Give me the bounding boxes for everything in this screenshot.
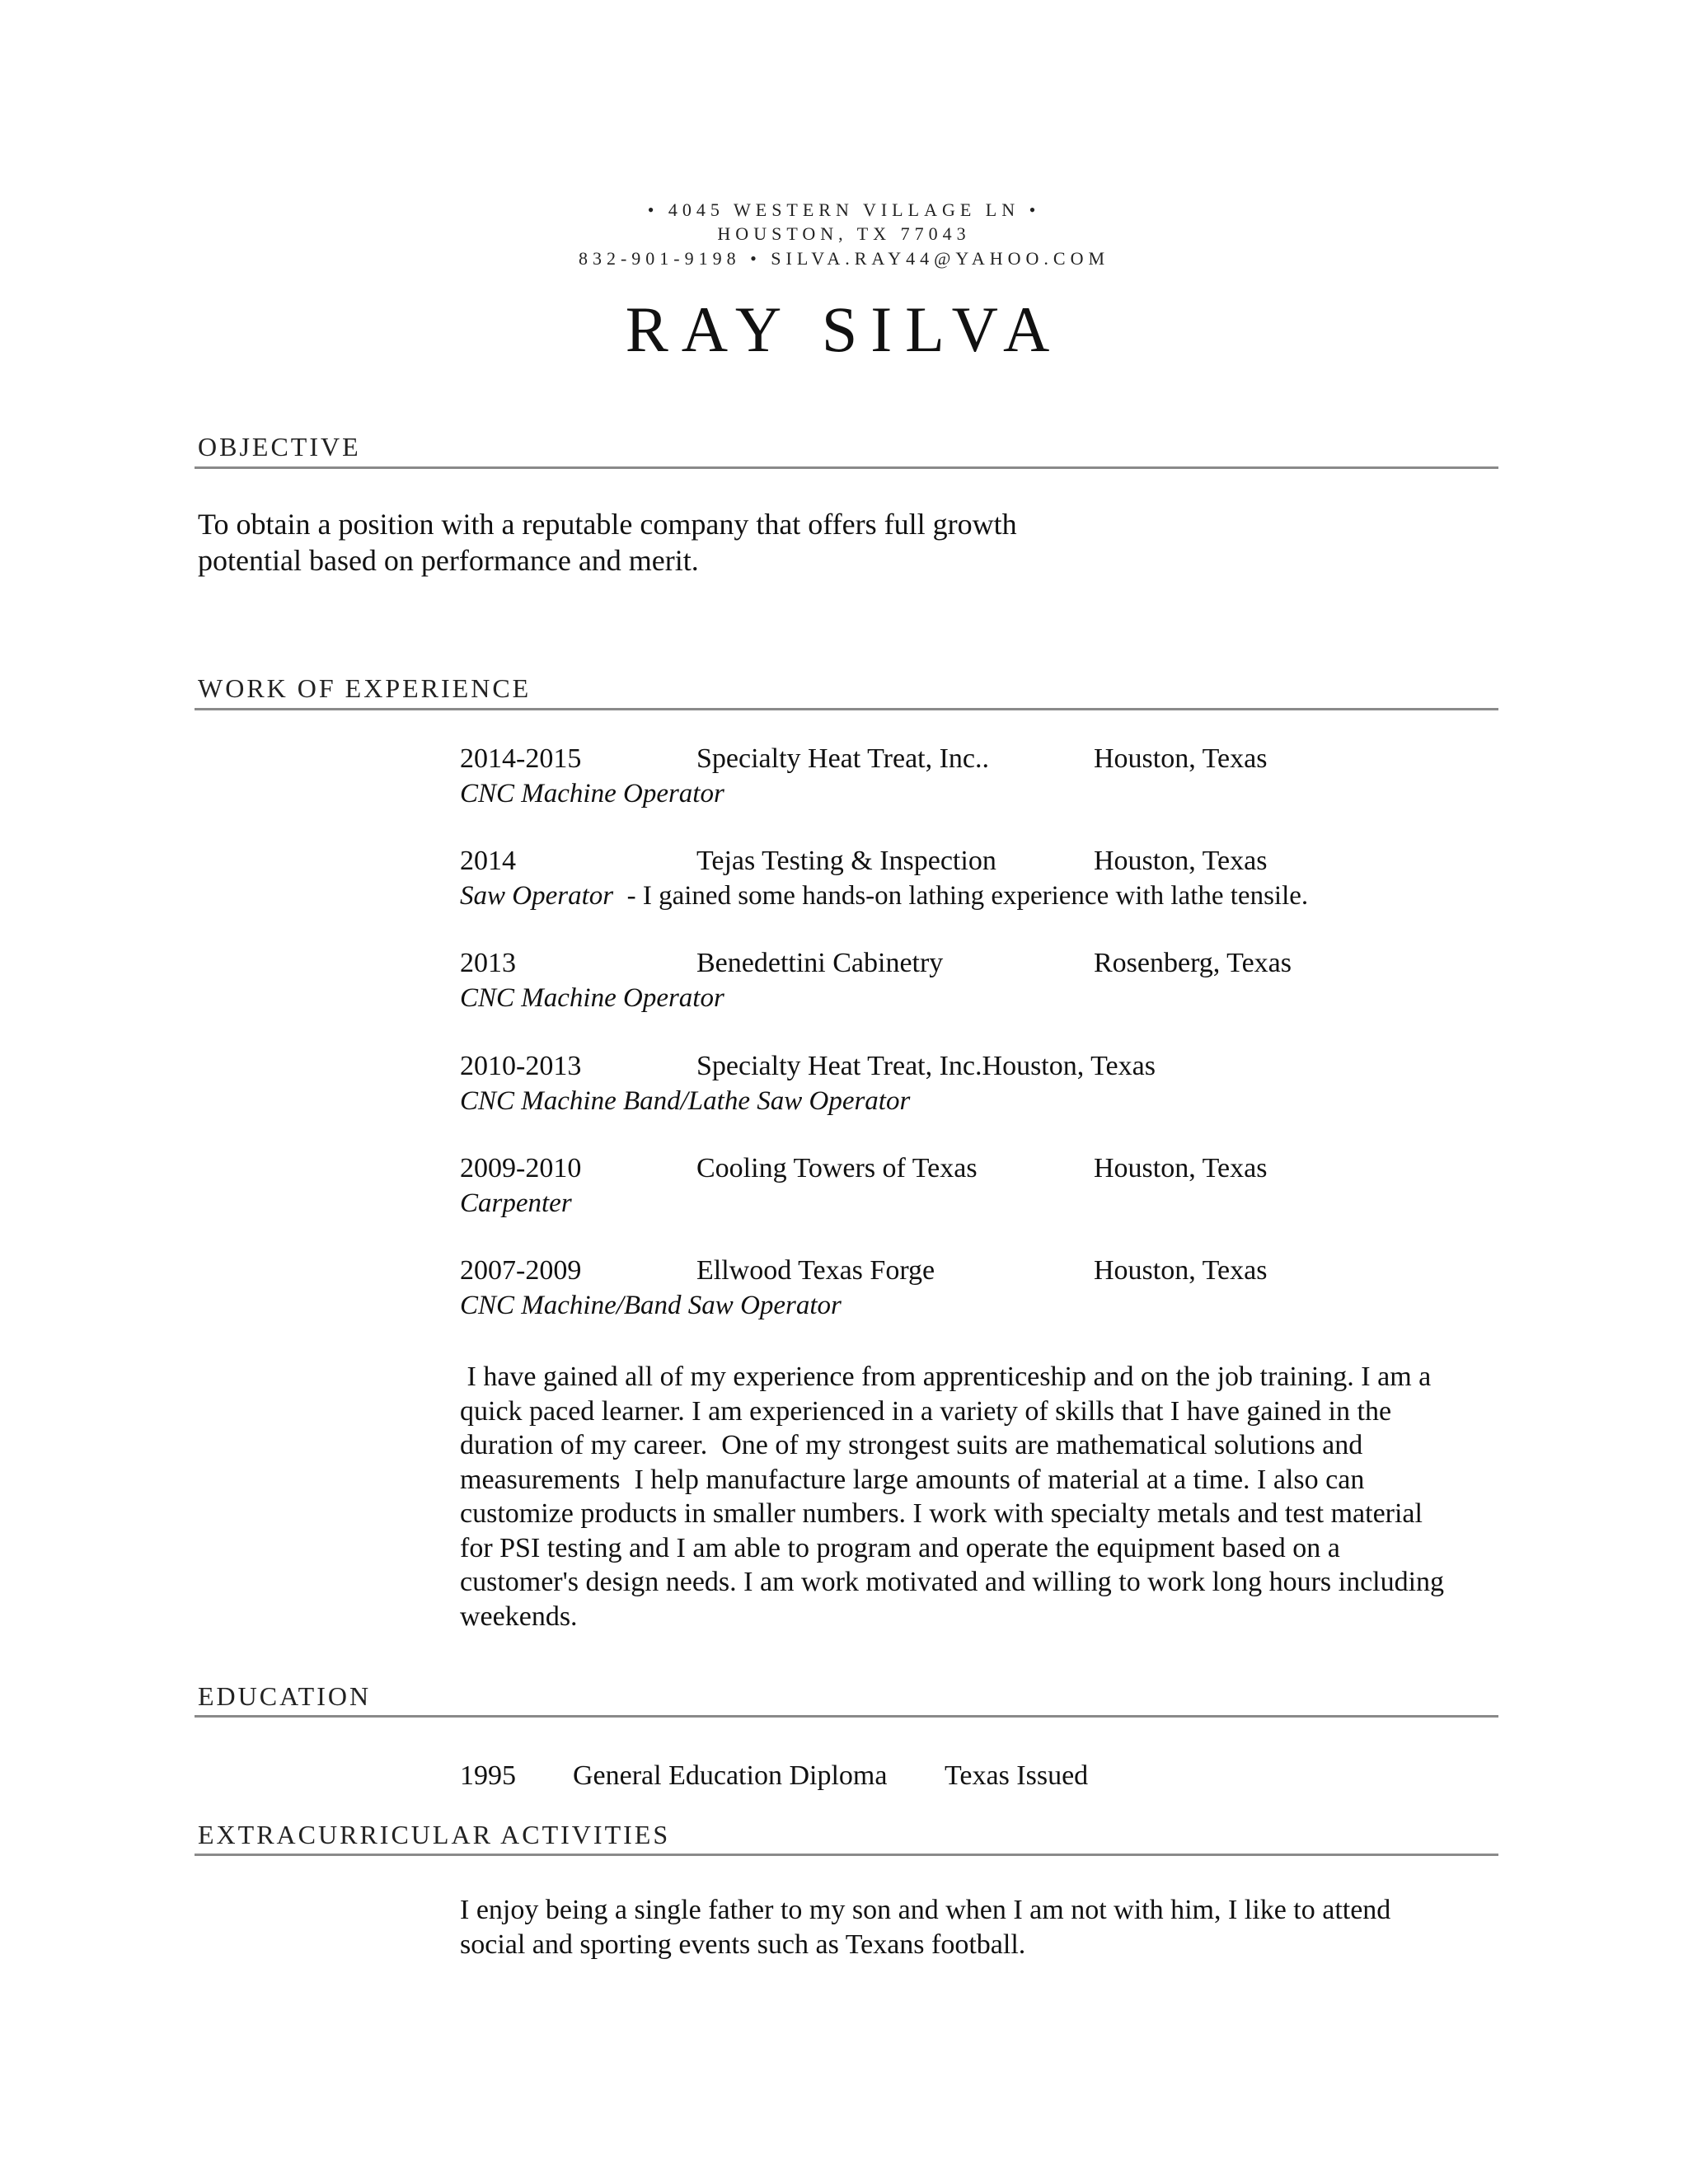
- job-company: Cooling Towers of Texas: [696, 1153, 978, 1183]
- job-years: 2014: [460, 846, 516, 876]
- summary-line: duration of my career. One of my strongest suits are mathematical solutions and: [460, 1430, 1363, 1460]
- summary-line: customize products in smaller numbers. I work with specialty metals and test material: [460, 1498, 1423, 1529]
- education-issuer: Texas Issued: [945, 1760, 1089, 1791]
- activities-line: social and sporting events such as Texans football.: [460, 1929, 1026, 1960]
- job-location: Houston, Texas: [1094, 1255, 1268, 1286]
- job-years: 2007-2009: [460, 1255, 582, 1286]
- section-divider: [195, 1854, 1498, 1856]
- job-company: Specialty Heat Treat, Inc.Houston, Texas: [696, 1051, 1156, 1081]
- section-divider: [195, 1715, 1498, 1718]
- job-title: Carpenter: [460, 1188, 572, 1218]
- education-heading: EDUCATION: [198, 1681, 372, 1711]
- objective-line: To obtain a position with a reputable company that offers full growth: [198, 508, 1017, 541]
- objective-line: potential based on performance and merit.: [198, 544, 699, 577]
- job-title: CNC Machine/Band Saw Operator: [460, 1291, 842, 1320]
- activities-heading: EXTRACURRICULAR ACTIVITIES: [198, 1820, 671, 1849]
- objective-text: [198, 506, 1017, 579]
- job-company: Tejas Testing & Inspection: [696, 846, 996, 876]
- summary-line: weekends.: [460, 1601, 578, 1632]
- summary-line: quick paced learner. I am experienced in a variety of skills that I have gained in the: [460, 1395, 1392, 1427]
- job-location: Rosenberg, Texas: [1094, 948, 1292, 978]
- summary-line: for PSI testing and I am able to program and operate the equipment based on a: [460, 1532, 1340, 1563]
- job-title-line: [460, 881, 1308, 912]
- job-note: - I gained some hands-on lathing experience with lathe tensile.: [613, 881, 1309, 911]
- activities-text: [460, 1893, 1505, 1961]
- job-title: CNC Machine Band/Lathe Saw Operator: [460, 1086, 911, 1116]
- experience-summary: [460, 1360, 1505, 1633]
- objective-heading: OBJECTIVE: [198, 432, 361, 462]
- applicant-name: RAY SILVA: [625, 293, 1063, 365]
- job-company: Ellwood Texas Forge: [696, 1255, 935, 1286]
- job-years: 2009-2010: [460, 1153, 582, 1183]
- summary-line: measurements I help manufacture large amounts of material at a time. I also can: [460, 1464, 1365, 1495]
- contact-line: 832-901-9198 • SILVA.RAY44@YAHOO.COM: [578, 248, 1110, 269]
- job-title: Saw Operator: [460, 881, 614, 911]
- section-divider: [195, 708, 1498, 710]
- job-company: Benedettini Cabinetry: [696, 948, 944, 978]
- job-years: 2013: [460, 948, 516, 978]
- job-title: CNC Machine Operator: [460, 983, 724, 1013]
- activities-line: I enjoy being a single father to my son and when I am not with him, I like to attend: [460, 1895, 1391, 1925]
- education-year: 1995: [460, 1760, 516, 1791]
- summary-line: customer's design needs. I am work motivated and willing to work long hours including: [460, 1567, 1445, 1597]
- section-divider: [195, 466, 1498, 469]
- experience-heading: WORK OF EXPERIENCE: [198, 673, 532, 703]
- job-location: Houston, Texas: [1094, 1153, 1268, 1183]
- job-years: 2010-2013: [460, 1051, 582, 1081]
- job-title: CNC Machine Operator: [460, 779, 724, 808]
- summary-line: I have gained all of my experience from apprenticeship and on the job training. I am a: [460, 1361, 1432, 1392]
- education-degree: General Education Diploma: [573, 1760, 888, 1791]
- job-location: Houston, Texas: [1094, 743, 1268, 774]
- address-line-2: HOUSTON, TX 77043: [717, 223, 971, 244]
- job-years: 2014-2015: [460, 743, 582, 774]
- job-company: Specialty Heat Treat, Inc..: [696, 743, 990, 774]
- address-line-1: • 4045 WESTERN VILLAGE LN •: [647, 199, 1041, 220]
- job-location: Houston, Texas: [1094, 846, 1268, 876]
